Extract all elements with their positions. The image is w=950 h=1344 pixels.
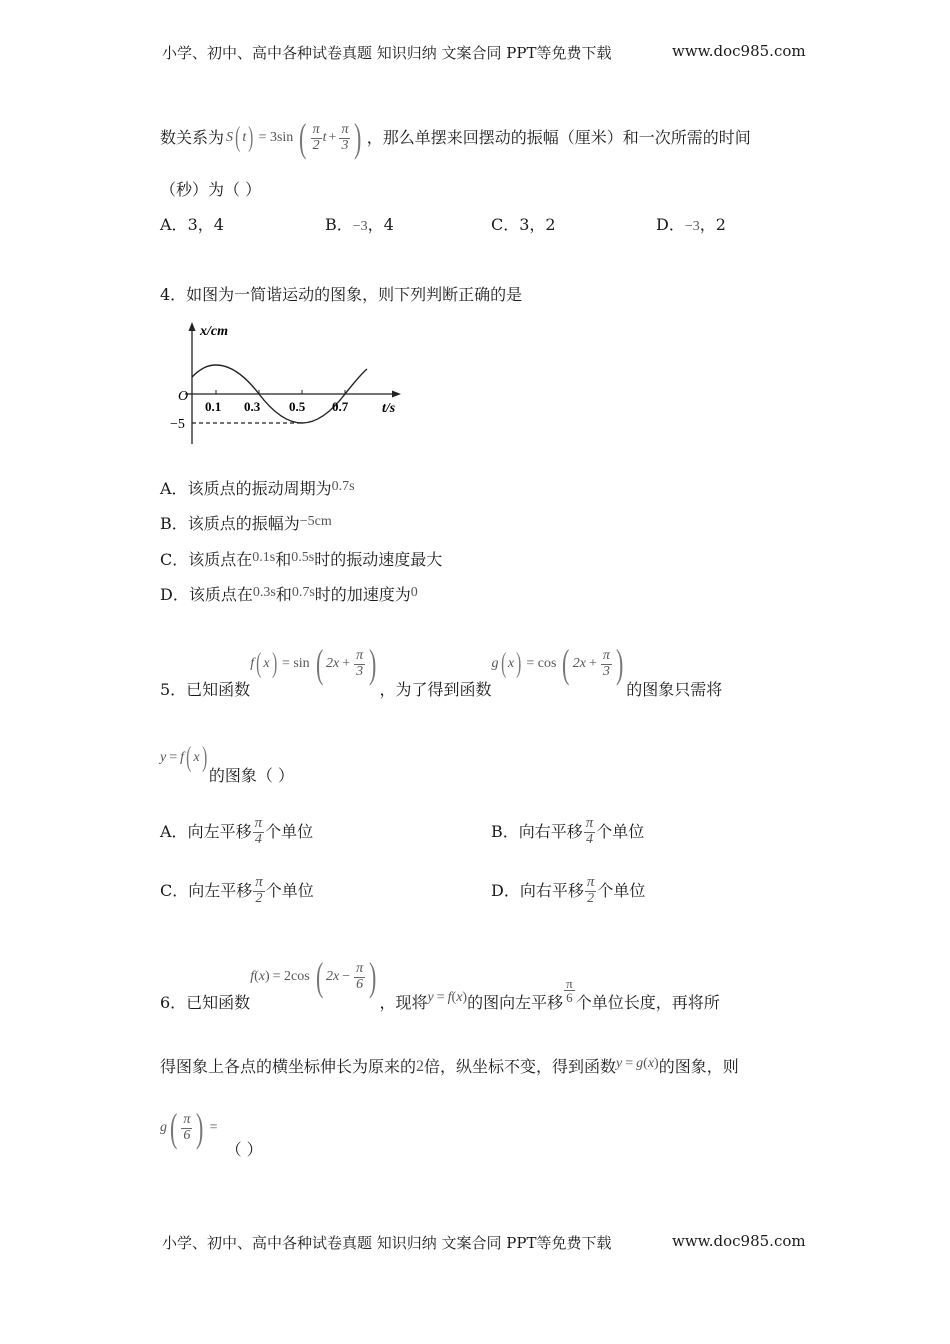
y-axis-arrow: [189, 322, 196, 331]
q4-option-d[interactable]: D．该质点在0.3s和0.7s时的加速度为0: [160, 585, 418, 604]
q3-option-a[interactable]: A．3，4: [160, 215, 224, 234]
header-url[interactable]: www.doc985.com: [672, 42, 806, 60]
header-text: 小学、初中、高中各种试卷真题 知识归纳 文案合同 PPT等免费下载: [162, 44, 612, 62]
tick-label-0.1: 0.1: [205, 399, 222, 414]
q3-option-c[interactable]: C．3，2: [491, 215, 556, 234]
q6-f-formula: f ( x ) = 2cos ( 2x − $\frac{\pi}{6}$ ): [250, 954, 377, 999]
q4-shm-graph: [165, 318, 410, 450]
q3-line2: （秒）为（ ）: [160, 180, 262, 199]
x-axis-arrow: [392, 391, 401, 398]
tick-label-0.5: 0.5: [289, 399, 306, 414]
min-label: −5: [170, 417, 185, 432]
q6-pi-over-6: $\frac{\pi}{6}$: [566, 975, 573, 1006]
q4-option-a[interactable]: A．该质点的振动周期为0.7s: [160, 479, 355, 498]
y-axis-label: x/cm: [200, 324, 228, 339]
q5-f-formula: f ( x ) = sin ( 2x + $\frac{\pi}{3}$ ): [250, 641, 377, 686]
q6-y-eq-f: y = f ( x ): [427, 990, 468, 1005]
q4-option-c[interactable]: C．该质点在0.1s和0.5s时的振动速度最大: [160, 550, 443, 569]
q6-line1: 6．已知函数 f ( x ) = 2cos ( 2x − $\frac{\pi}{6}$ ) ，现将 y = f ( x ) 的图向左平移 $\frac{\pi}{6}$ 个单位长度，再将所: [160, 954, 720, 1012]
q5-option-c[interactable]: C． 向左平移 $\frac{\pi}{2}$ 个单位: [160, 874, 314, 906]
q3-option-d[interactable]: D．−3，2: [656, 215, 726, 234]
q3-option-b[interactable]: B．−3，4: [325, 215, 394, 234]
q6-line2: 得图象上各点的横坐标伸长为原来的 2 倍，纵坐标不变，得到函数 y = g ( x ) 的图象，则: [160, 1056, 739, 1076]
q5-option-d[interactable]: D． 向右平移 $\frac{\pi}{2}$ 个单位: [491, 874, 646, 906]
tick-label-0.3: 0.3: [244, 399, 261, 414]
q6-g-pi-over-6: g ( $\frac{\pi}{6}$ ) =: [160, 1105, 218, 1150]
q3-line1: [160, 115, 751, 160]
footer-text: 小学、初中、高中各种试卷真题 知识归纳 文案合同 PPT等免费下载: [162, 1234, 612, 1252]
q5-y-eq-f: y = f ( x ): [160, 742, 207, 773]
q5-option-b[interactable]: B． 向右平移 $\frac{\pi}{4}$ 个单位: [491, 815, 645, 847]
tick-label-0.7: 0.7: [332, 399, 349, 414]
q5-line1: 5．已知函数 f ( x ) = sin ( 2x + $\frac{\pi}{3}$ ) ，为了得到函数 g ( x ) = cos ( 2x + $\frac{\pi}{3}$ ) 的图象只需将: [160, 641, 723, 699]
q6-line3: g ( $\frac{\pi}{6}$ ) = （ ）: [160, 1105, 263, 1159]
origin-label: O: [178, 389, 189, 404]
q4-stem: 4．如图为一简谐运动的图象，则下列判断正确的是: [160, 285, 523, 304]
q5-option-a[interactable]: A． 向左平移 $\frac{\pi}{4}$ 个单位: [160, 815, 314, 847]
q3-suffix: ，那么单摆来回摆动的振幅（厘米）和一次所需的时间: [366, 128, 751, 147]
q3-prefix: 数关系为: [160, 128, 225, 147]
q3-formula: S ( t ) = 3sin ( $\frac{\pi}{2}$ t + $\frac{\pi}{3}$ ): [226, 115, 362, 160]
x-axis-label: t/s: [382, 401, 396, 416]
q5-g-formula: g ( x ) = cos ( 2x + $\frac{\pi}{3}$ ): [491, 641, 624, 686]
q5-line2: y = f ( x ) 的图象（ ）: [160, 742, 294, 785]
q4-option-b[interactable]: B．该质点的振幅为−5cm: [160, 514, 332, 533]
footer-url[interactable]: www.doc985.com: [672, 1232, 806, 1250]
q6-y-eq-g: y = g ( x ): [616, 1056, 659, 1071]
